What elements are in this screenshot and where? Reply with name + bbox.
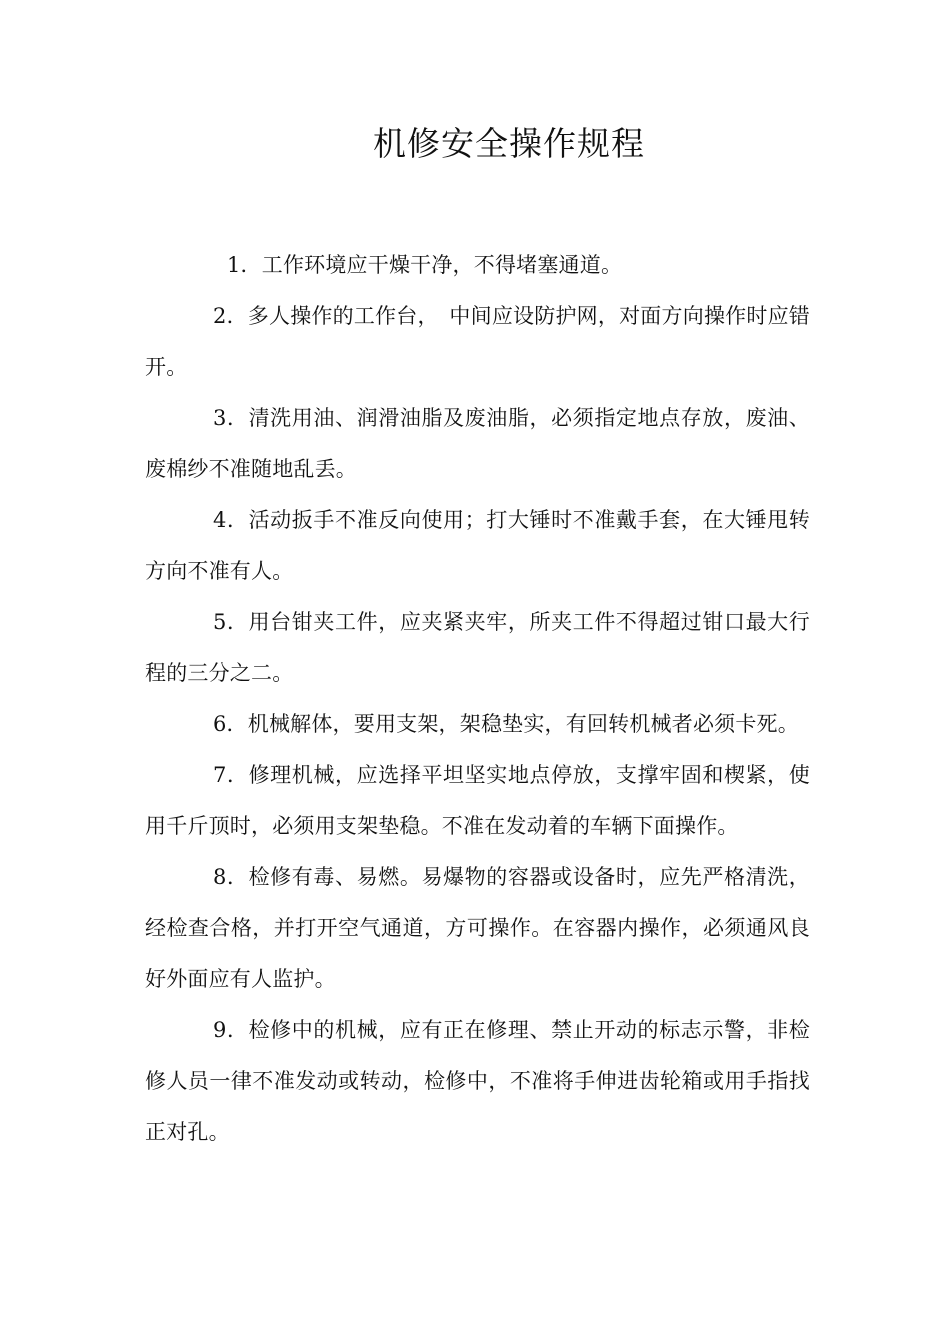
rule-paragraph-8: 8．检修有毒、易燃。易爆物的容器或设备时，应先严格清洗，经检查合格，并打开空气通道，方可操作。在容器内操作，必须通风良好外面应有人监护。	[145, 865, 810, 991]
rule-paragraph-9: 9．检修中的机械，应有正在修理、禁止开动的标志示警，非检修人员一律不准发动或转动，检修中，不准将手伸进齿轮箱或用手指找正对孔。	[145, 1018, 810, 1144]
rule-paragraph-4: 4．活动扳手不准反向使用；打大锤时不准戴手套，在大锤甩转方向不准有人。	[145, 508, 810, 583]
rule-paragraph-6: 6．机械解体，要用支架，架稳垫实，有回转机械者必须卡死。	[213, 712, 799, 736]
rule-paragraph-2: 2．多人操作的工作台， 中间应设防护网，对面方向操作时应错开。	[145, 304, 810, 379]
document-body	[145, 240, 810, 1158]
document-title: 机修安全操作规程	[373, 124, 645, 163]
rule-paragraph-7: 7．修理机械，应选择平坦坚实地点停放，支撑牢固和楔紧，使用千斤顶时，必须用支架垫稳。不准在发动着的车辆下面操作。	[145, 763, 810, 838]
rule-paragraph-3: 3．清洗用油、润滑油脂及废油脂，必须指定地点存放，废油、废棉纱不准随地乱丢。	[145, 406, 810, 481]
rule-paragraph-1: 1．工作环境应干燥干净，不得堵塞通道。	[227, 253, 623, 277]
rule-paragraph-5: 5．用台钳夹工件，应夹紧夹牢，所夹工件不得超过钳口最大行程的三分之二。	[145, 610, 810, 685]
